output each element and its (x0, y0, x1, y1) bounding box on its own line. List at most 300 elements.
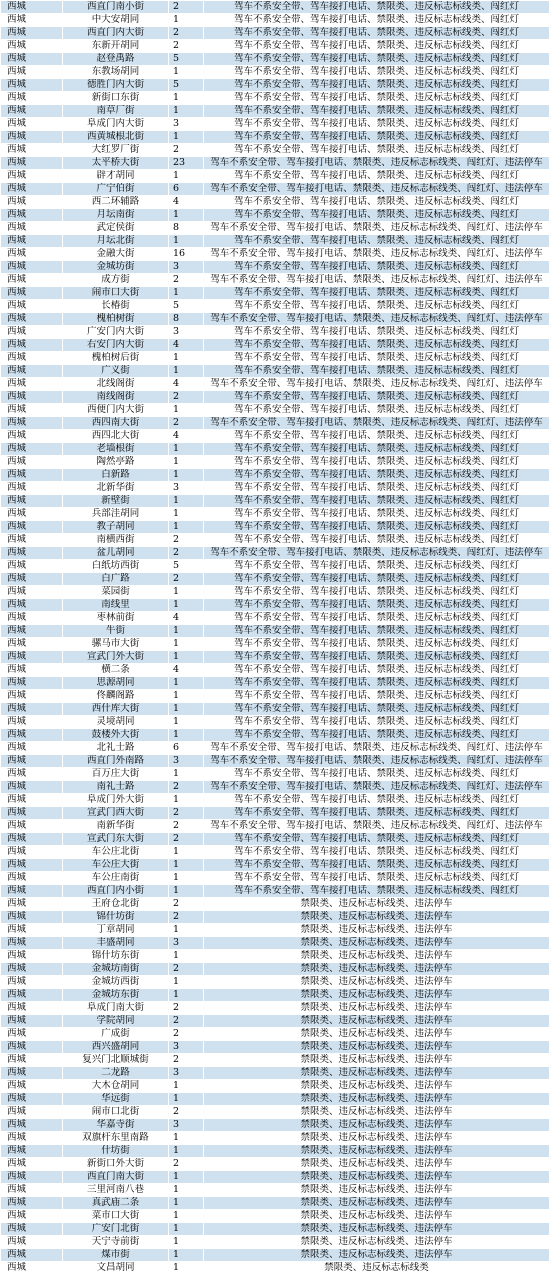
district-cell: 西城 (1, 586, 63, 599)
violation-types-cell: 驾车不系安全带、驾车接打电话、禁限类、违反标志标线类、闯红灯 (204, 534, 550, 547)
table-row (1, 404, 550, 417)
count-cell: 1 (169, 131, 204, 144)
table-row (1, 1158, 550, 1171)
count-cell: 1 (169, 690, 204, 703)
road-cell: 学院胡同 (63, 1015, 169, 1028)
district-cell: 西城 (1, 989, 63, 1002)
count-cell: 1 (169, 729, 204, 742)
district-cell: 西城 (1, 235, 63, 248)
road-cell: 西四南大街 (63, 417, 169, 430)
count-cell: 1 (169, 508, 204, 521)
count-cell: 1 (169, 443, 204, 456)
road-cell: 大木仓胡同 (63, 1080, 169, 1093)
district-cell: 西城 (1, 625, 63, 638)
count-cell: 2 (169, 807, 204, 820)
violation-types-cell: 禁限类、违反标志标线类、违法停车 (204, 1236, 550, 1249)
district-cell: 西城 (1, 14, 63, 27)
violation-types-cell: 驾车不系安全带、驾车接打电话、禁限类、违反标志标线类、闯红灯 (204, 573, 550, 586)
violation-types-cell: 驾车不系安全带、驾车接打电话、禁限类、违反标志标线类、闯红灯、违法停车 (204, 742, 550, 755)
road-cell: 复兴门北顺城街 (63, 1054, 169, 1067)
district-cell: 西城 (1, 261, 63, 274)
road-cell: 盆儿胡同 (63, 547, 169, 560)
table-row (1, 430, 550, 443)
road-cell: 金城坊街 (63, 261, 169, 274)
count-cell: 3 (169, 482, 204, 495)
table-row (1, 183, 550, 196)
road-cell: 车公庄北街 (63, 846, 169, 859)
violation-types-cell: 驾车不系安全带、驾车接打电话、禁限类、违反标志标线类、闯红灯 (204, 352, 550, 365)
violation-types-cell: 禁限类、违反标志标线类、违法停车 (204, 1132, 550, 1145)
road-cell: 枣林前街 (63, 612, 169, 625)
table-row (1, 92, 550, 105)
table-row (1, 1197, 550, 1210)
road-cell: 月坛北街 (63, 235, 169, 248)
table-row (1, 1236, 550, 1249)
violation-types-cell: 禁限类、违反标志标线类、违法停车 (204, 898, 550, 911)
violation-types-cell: 驾车不系安全带、驾车接打电话、禁限类、违反标志标线类、闯红灯、违法停车 (204, 274, 550, 287)
violation-types-cell: 驾车不系安全带、驾车接打电话、禁限类、违反标志标线类、闯红灯 (204, 508, 550, 521)
violation-types-cell: 禁限类、违反标志标线类、违法停车 (204, 1106, 550, 1119)
district-cell: 西城 (1, 183, 63, 196)
table-row (1, 1145, 550, 1158)
violation-types-cell: 驾车不系安全带、驾车接打电话、禁限类、违反标志标线类、闯红灯、违法停车 (204, 248, 550, 261)
road-cell: 丁章胡同 (63, 924, 169, 937)
road-cell: 陶然亭路 (63, 456, 169, 469)
district-cell: 西城 (1, 469, 63, 482)
count-cell: 1 (169, 209, 204, 222)
district-cell: 西城 (1, 885, 63, 898)
count-cell: 2 (169, 963, 204, 976)
violation-types-cell: 驾车不系安全带、驾车接打电话、禁限类、违反标志标线类、闯红灯 (204, 339, 550, 352)
district-cell: 西城 (1, 911, 63, 924)
violation-types-cell: 驾车不系安全带、驾车接打电话、禁限类、违反标志标线类、闯红灯 (204, 586, 550, 599)
count-cell: 2 (169, 781, 204, 794)
district-cell: 西城 (1, 1262, 63, 1275)
district-cell: 西城 (1, 1015, 63, 1028)
road-cell: 北礼士路 (63, 742, 169, 755)
count-cell: 2 (169, 820, 204, 833)
count-cell: 1 (169, 924, 204, 937)
road-cell: 西便门内大街 (63, 404, 169, 417)
table-row (1, 118, 550, 131)
road-cell: 西直门南小街 (63, 1, 169, 14)
road-cell: 横二条 (63, 664, 169, 677)
violation-types-cell: 驾车不系安全带、驾车接打电话、禁限类、违反标志标线类、闯红灯 (204, 599, 550, 612)
count-cell: 4 (169, 378, 204, 391)
road-cell: 天宁寺前街 (63, 1236, 169, 1249)
count-cell: 1 (169, 1236, 204, 1249)
count-cell: 1 (169, 495, 204, 508)
road-cell: 王府仓北街 (63, 898, 169, 911)
table-row (1, 1106, 550, 1119)
count-cell: 2 (169, 573, 204, 586)
district-cell: 西城 (1, 820, 63, 833)
district-cell: 西城 (1, 378, 63, 391)
district-cell: 西城 (1, 534, 63, 547)
road-cell: 武定侯街 (63, 222, 169, 235)
road-cell: 煤市街 (63, 1249, 169, 1262)
road-cell: 北新华街 (63, 482, 169, 495)
table-row (1, 1262, 550, 1275)
count-cell: 1 (169, 586, 204, 599)
road-cell: 金融大街 (63, 248, 169, 261)
count-cell: 1 (169, 235, 204, 248)
district-cell: 西城 (1, 599, 63, 612)
table-row (1, 781, 550, 794)
count-cell: 4 (169, 339, 204, 352)
district-cell: 西城 (1, 664, 63, 677)
road-cell: 大红罗厂街 (63, 144, 169, 157)
road-cell: 西直门南大街 (63, 1171, 169, 1184)
district-cell: 西城 (1, 391, 63, 404)
count-cell: 1 (169, 846, 204, 859)
violation-types-cell: 驾车不系安全带、驾车接打电话、禁限类、违反标志标线类、闯红灯 (204, 677, 550, 690)
road-cell: 文昌胡同 (63, 1262, 169, 1275)
district-cell: 西城 (1, 365, 63, 378)
table-row (1, 1210, 550, 1223)
district-cell: 西城 (1, 768, 63, 781)
count-cell: 1 (169, 625, 204, 638)
count-cell: 1 (169, 859, 204, 872)
district-cell: 西城 (1, 482, 63, 495)
table-row (1, 599, 550, 612)
district-cell: 西城 (1, 651, 63, 664)
table-row (1, 27, 550, 40)
violation-types-cell: 驾车不系安全带、驾车接打电话、禁限类、违反标志标线类、闯红灯 (204, 521, 550, 534)
table-row (1, 1119, 550, 1132)
road-cell: 南线里 (63, 599, 169, 612)
table-row (1, 105, 550, 118)
violation-types-cell: 驾车不系安全带、驾车接打电话、禁限类、违反标志标线类、闯红灯 (204, 872, 550, 885)
table-row (1, 378, 550, 391)
violation-types-cell: 驾车不系安全带、驾车接打电话、禁限类、违反标志标线类、闯红灯 (204, 482, 550, 495)
table-row (1, 1054, 550, 1067)
violation-types-cell: 禁限类、违反标志标线类、违法停车 (204, 963, 550, 976)
count-cell: 1 (169, 885, 204, 898)
count-cell: 3 (169, 1041, 204, 1054)
road-cell: 南草厂街 (63, 105, 169, 118)
road-cell: 西直门内大街 (63, 27, 169, 40)
table-row (1, 1041, 550, 1054)
violation-types-cell: 禁限类、违反标志标线类、违法停车 (204, 1067, 550, 1080)
count-cell: 2 (169, 898, 204, 911)
district-cell: 西城 (1, 79, 63, 92)
table-row (1, 66, 550, 79)
road-cell: 双旗杆东里南路 (63, 1132, 169, 1145)
road-cell: 西四北大街 (63, 430, 169, 443)
count-cell: 4 (169, 196, 204, 209)
district-cell: 西城 (1, 898, 63, 911)
violation-types-cell: 驾车不系安全带、驾车接打电话、禁限类、违反标志标线类、闯红灯 (204, 300, 550, 313)
road-cell: 广安门内大街 (63, 326, 169, 339)
count-cell: 16 (169, 248, 204, 261)
count-cell: 2 (169, 534, 204, 547)
district-cell: 西城 (1, 1223, 63, 1236)
count-cell: 3 (169, 1119, 204, 1132)
count-cell: 1 (169, 677, 204, 690)
table-row (1, 1223, 550, 1236)
table-row (1, 1002, 550, 1015)
table-row (1, 989, 550, 1002)
count-cell: 2 (169, 27, 204, 40)
table-row (1, 898, 550, 911)
table-row (1, 456, 550, 469)
district-cell: 西城 (1, 521, 63, 534)
violation-types-cell: 驾车不系安全带、驾车接打电话、禁限类、违反标志标线类、闯红灯 (204, 833, 550, 846)
count-cell: 2 (169, 1054, 204, 1067)
violation-types-cell: 驾车不系安全带、驾车接打电话、禁限类、违反标志标线类、闯红灯 (204, 794, 550, 807)
table-row (1, 313, 550, 326)
district-cell: 西城 (1, 1002, 63, 1015)
table-row (1, 495, 550, 508)
district-cell: 西城 (1, 1132, 63, 1145)
road-cell: 新壁街 (63, 495, 169, 508)
road-cell: 北线阁街 (63, 378, 169, 391)
road-cell: 三里河南八巷 (63, 1184, 169, 1197)
road-cell: 西什库大街 (63, 703, 169, 716)
count-cell: 1 (169, 66, 204, 79)
count-cell: 8 (169, 313, 204, 326)
table-row (1, 248, 550, 261)
table-row (1, 1184, 550, 1197)
district-cell: 西城 (1, 1119, 63, 1132)
road-cell: 成方街 (63, 274, 169, 287)
district-cell: 西城 (1, 196, 63, 209)
table-row (1, 573, 550, 586)
district-cell: 西城 (1, 1171, 63, 1184)
road-cell: 什坊街 (63, 1145, 169, 1158)
table-row (1, 1015, 550, 1028)
district-cell: 西城 (1, 846, 63, 859)
district-cell: 西城 (1, 807, 63, 820)
road-cell: 阜成门外大街 (63, 794, 169, 807)
road-cell: 西二环辅路 (63, 196, 169, 209)
count-cell: 1 (169, 469, 204, 482)
count-cell: 3 (169, 261, 204, 274)
road-cell: 菜市口大街 (63, 1210, 169, 1223)
district-cell: 西城 (1, 118, 63, 131)
violation-types-cell: 禁限类、违反标志标线类、违法停车 (204, 1197, 550, 1210)
count-cell: 23 (169, 157, 204, 170)
violation-types-cell: 禁限类、违反标志标线类、违法停车 (204, 1249, 550, 1262)
count-cell: 1 (169, 365, 204, 378)
district-cell: 西城 (1, 222, 63, 235)
road-cell: 南新华街 (63, 820, 169, 833)
table-row (1, 924, 550, 937)
count-cell: 2 (169, 274, 204, 287)
road-cell: 老墙根街 (63, 443, 169, 456)
violation-types-cell: 驾车不系安全带、驾车接打电话、禁限类、违反标志标线类、闯红灯 (204, 625, 550, 638)
table-row (1, 976, 550, 989)
table-row (1, 131, 550, 144)
district-cell: 西城 (1, 742, 63, 755)
count-cell: 5 (169, 79, 204, 92)
district-cell: 西城 (1, 1080, 63, 1093)
violation-types-cell: 禁限类、违反标志标线类、违法停车 (204, 1054, 550, 1067)
road-cell: 灵境胡同 (63, 716, 169, 729)
count-cell: 1 (169, 1184, 204, 1197)
road-cell: 佟麟阁路 (63, 690, 169, 703)
district-cell: 西城 (1, 209, 63, 222)
violation-types-cell: 驾车不系安全带、驾车接打电话、禁限类、违反标志标线类、闯红灯 (204, 638, 550, 651)
count-cell: 1 (169, 872, 204, 885)
table-row (1, 547, 550, 560)
district-cell: 西城 (1, 950, 63, 963)
violation-types-cell: 驾车不系安全带、驾车接打电话、禁限类、违反标志标线类、闯红灯 (204, 209, 550, 222)
count-cell: 2 (169, 40, 204, 53)
road-cell: 锦什坊街 (63, 911, 169, 924)
violation-types-cell: 禁限类、违反标志标线类、违法停车 (204, 1041, 550, 1054)
count-cell: 4 (169, 664, 204, 677)
table-row (1, 872, 550, 885)
count-cell: 5 (169, 300, 204, 313)
table-row (1, 612, 550, 625)
table-row (1, 846, 550, 859)
violation-types-cell: 驾车不系安全带、驾车接打电话、禁限类、违反标志标线类、闯红灯 (204, 456, 550, 469)
table-row (1, 534, 550, 547)
district-cell: 西城 (1, 1093, 63, 1106)
count-cell: 1 (169, 976, 204, 989)
violation-types-cell: 禁限类、违反标志标线类、违法停车 (204, 1080, 550, 1093)
road-cell: 新街口东街 (63, 92, 169, 105)
road-cell: 华远街 (63, 1093, 169, 1106)
violation-types-cell: 驾车不系安全带、驾车接打电话、禁限类、违反标志标线类、闯红灯 (204, 79, 550, 92)
district-cell: 西城 (1, 404, 63, 417)
violation-types-cell: 驾车不系安全带、驾车接打电话、禁限类、违反标志标线类、闯红灯 (204, 131, 550, 144)
district-cell: 西城 (1, 547, 63, 560)
table-row (1, 365, 550, 378)
violation-types-cell: 驾车不系安全带、驾车接打电话、禁限类、违反标志标线类、闯红灯 (204, 118, 550, 131)
district-cell: 西城 (1, 157, 63, 170)
violation-types-cell: 禁限类、违反标志标线类、违法停车 (204, 1119, 550, 1132)
count-cell: 2 (169, 1028, 204, 1041)
violation-types-cell: 禁限类、违反标志标线类、违法停车 (204, 937, 550, 950)
table-row (1, 755, 550, 768)
district-cell: 西城 (1, 1067, 63, 1080)
road-cell: 宣武门外大街 (63, 651, 169, 664)
table-row (1, 170, 550, 183)
count-cell: 1 (169, 1132, 204, 1145)
district-cell: 西城 (1, 976, 63, 989)
count-cell: 2 (169, 833, 204, 846)
table-row (1, 391, 550, 404)
violation-types-cell: 驾车不系安全带、驾车接打电话、禁限类、违反标志标线类、闯红灯 (204, 846, 550, 859)
count-cell: 1 (169, 1171, 204, 1184)
violation-types-cell: 驾车不系安全带、驾车接打电话、禁限类、违反标志标线类、闯红灯 (204, 469, 550, 482)
violation-types-cell: 禁限类、违反标志标线类、违法停车 (204, 1158, 550, 1171)
violation-types-cell: 驾车不系安全带、驾车接打电话、禁限类、违反标志标线类、闯红灯 (204, 560, 550, 573)
violation-types-cell: 驾车不系安全带、驾车接打电话、禁限类、违反标志标线类、闯红灯 (204, 170, 550, 183)
district-cell: 西城 (1, 53, 63, 66)
road-cell: 车公庄南街 (63, 872, 169, 885)
district-cell: 西城 (1, 963, 63, 976)
district-cell: 西城 (1, 781, 63, 794)
district-cell: 西城 (1, 495, 63, 508)
table-row (1, 79, 550, 92)
table-row (1, 651, 550, 664)
road-cell: 真武庙二条 (63, 1197, 169, 1210)
violation-types-cell: 驾车不系安全带、驾车接打电话、禁限类、违反标志标线类、闯红灯 (204, 27, 550, 40)
violation-types-cell: 驾车不系安全带、驾车接打电话、禁限类、违反标志标线类、闯红灯 (204, 14, 550, 27)
count-cell: 2 (169, 547, 204, 560)
road-cell: 广成街 (63, 1028, 169, 1041)
road-cell: 宣武门东大街 (63, 833, 169, 846)
district-cell: 西城 (1, 1106, 63, 1119)
district-cell: 西城 (1, 170, 63, 183)
district-cell: 西城 (1, 859, 63, 872)
violation-types-cell: 驾车不系安全带、驾车接打电话、禁限类、违反标志标线类、闯红灯、违法停车 (204, 755, 550, 768)
road-cell: 德胜门内大街 (63, 79, 169, 92)
count-cell: 3 (169, 118, 204, 131)
count-cell: 3 (169, 1067, 204, 1080)
violation-types-cell: 驾车不系安全带、驾车接打电话、禁限类、违反标志标线类、闯红灯、违法停车 (204, 222, 550, 235)
district-cell: 西城 (1, 287, 63, 300)
violation-types-cell: 驾车不系安全带、驾车接打电话、禁限类、违反标志标线类、闯红灯 (204, 716, 550, 729)
violation-types-cell: 驾车不系安全带、驾车接打电话、禁限类、违反标志标线类、闯红灯 (204, 261, 550, 274)
violation-types-cell: 禁限类、违反标志标线类、违法停车 (204, 976, 550, 989)
table-row (1, 911, 550, 924)
district-cell: 西城 (1, 1210, 63, 1223)
road-cell: 西直门外南路 (63, 755, 169, 768)
table-row (1, 443, 550, 456)
district-cell: 西城 (1, 131, 63, 144)
table-row (1, 638, 550, 651)
road-cell: 长椿街 (63, 300, 169, 313)
district-cell: 西城 (1, 677, 63, 690)
district-cell: 西城 (1, 872, 63, 885)
district-cell: 西城 (1, 417, 63, 430)
road-cell: 骡马市大街 (63, 638, 169, 651)
table-row (1, 729, 550, 742)
violation-types-cell: 驾车不系安全带、驾车接打电话、禁限类、违反标志标线类、闯红灯 (204, 885, 550, 898)
district-cell: 西城 (1, 833, 63, 846)
table-row (1, 287, 550, 300)
road-cell: 广义街 (63, 365, 169, 378)
count-cell: 5 (169, 53, 204, 66)
district-cell: 西城 (1, 560, 63, 573)
count-cell: 1 (169, 1093, 204, 1106)
count-cell: 6 (169, 742, 204, 755)
violation-types-cell: 禁限类、违反标志标线类、违法停车 (204, 1184, 550, 1197)
district-cell: 西城 (1, 1184, 63, 1197)
violation-types-cell: 驾车不系安全带、驾车接打电话、禁限类、违反标志标线类、闯红灯 (204, 664, 550, 677)
count-cell: 1 (169, 1262, 204, 1275)
table-row (1, 820, 550, 833)
road-cell: 丰盛胡同 (63, 937, 169, 950)
road-cell: 槐柏树后街 (63, 352, 169, 365)
table-row (1, 469, 550, 482)
count-cell: 1 (169, 794, 204, 807)
road-cell: 太平桥大街 (63, 157, 169, 170)
count-cell: 2 (169, 911, 204, 924)
road-cell: 宣武门西大街 (63, 807, 169, 820)
table-row (1, 950, 550, 963)
district-cell: 西城 (1, 924, 63, 937)
violation-types-cell: 驾车不系安全带、驾车接打电话、禁限类、违反标志标线类、闯红灯 (204, 703, 550, 716)
road-cell: 新街口外大街 (63, 1158, 169, 1171)
road-cell: 广安门北街 (63, 1223, 169, 1236)
table-row (1, 625, 550, 638)
violation-types-cell: 驾车不系安全带、驾车接打电话、禁限类、违反标志标线类、闯红灯 (204, 365, 550, 378)
table-row (1, 157, 550, 170)
road-cell: 闹市口大街 (63, 287, 169, 300)
violation-types-cell: 驾车不系安全带、驾车接打电话、禁限类、违反标志标线类、闯红灯 (204, 859, 550, 872)
district-cell: 西城 (1, 1249, 63, 1262)
table-row (1, 833, 550, 846)
count-cell: 2 (169, 1158, 204, 1171)
violation-types-cell: 驾车不系安全带、驾车接打电话、禁限类、违反标志标线类、闯红灯 (204, 495, 550, 508)
road-cell: 南横西街 (63, 534, 169, 547)
